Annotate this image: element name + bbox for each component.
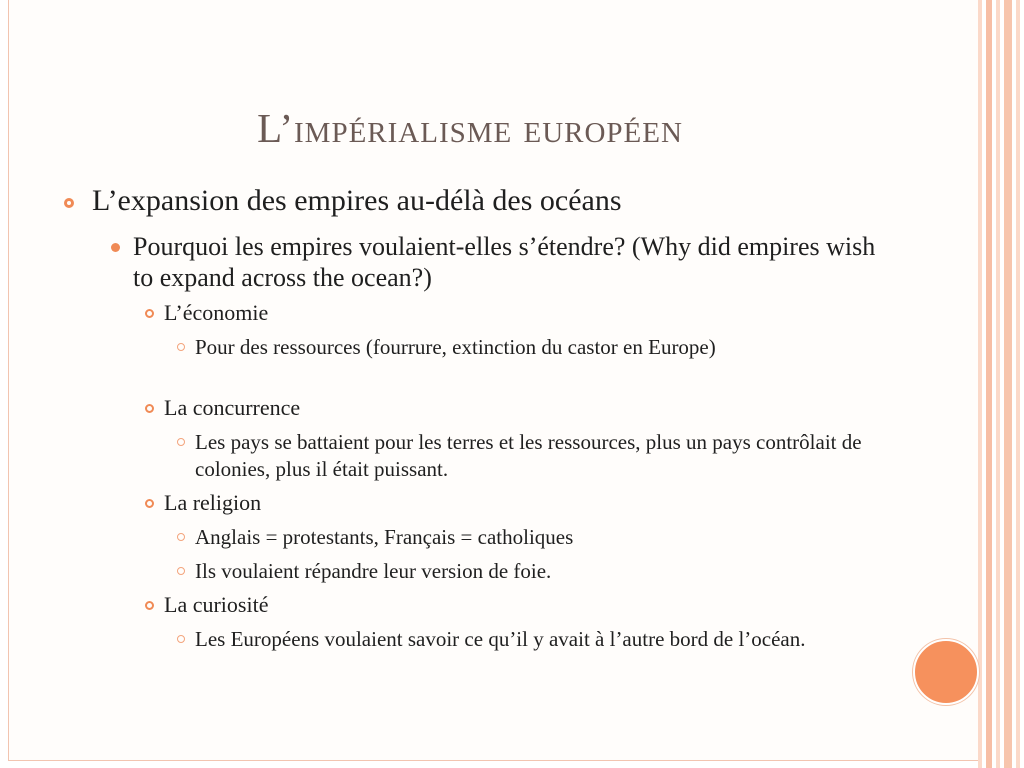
bullet-level-4: Pour des ressources (fourrure, extinction du castor en Europe) bbox=[195, 335, 716, 359]
bullet-ring-icon bbox=[145, 309, 154, 318]
bullet-level-4: Anglais = protestants, Français = catholiques bbox=[195, 525, 574, 549]
bullet-level-4: Les Européens voulaient savoir ce qu’il y avait à l’autre bord de l’océan. bbox=[195, 627, 806, 651]
bullet-ring-icon bbox=[64, 198, 74, 208]
bullet-level-4: Ils voulaient répandre leur version de foie. bbox=[195, 559, 552, 583]
bullet-ring-icon bbox=[177, 438, 185, 446]
bullet-level-4: Les pays se battaient pour les terres et les ressources, plus un pays contrôlait de colonies, plus il était puissant. bbox=[195, 430, 862, 481]
bullet-ring-icon bbox=[177, 635, 185, 643]
slide-title: L’impérialisme européen bbox=[257, 105, 683, 151]
bullet-ring-icon bbox=[145, 601, 154, 610]
decorative-stripes bbox=[978, 0, 1024, 768]
bullet-level-2: Pourquoi les empires voulaient-elles s’étendre? (Why did empires wish to expand across the ocean?) bbox=[133, 232, 876, 292]
bullet-level-3: La concurrence bbox=[164, 395, 301, 420]
decorative-circle bbox=[913, 639, 979, 705]
bullet-level-3: La curiosité bbox=[164, 592, 269, 617]
bullet-dot-icon bbox=[111, 243, 120, 252]
bullet-level-1: L’expansion des empires au-délà des océans bbox=[92, 184, 622, 217]
bullet-level-3: L’économie bbox=[164, 300, 269, 325]
bullet-level-3: La religion bbox=[164, 490, 262, 515]
bullet-ring-icon bbox=[177, 567, 185, 575]
bullet-ring-icon bbox=[145, 499, 154, 508]
bullet-ring-icon bbox=[177, 533, 185, 541]
bullet-ring-icon bbox=[177, 343, 185, 351]
bullet-ring-icon bbox=[145, 404, 154, 413]
